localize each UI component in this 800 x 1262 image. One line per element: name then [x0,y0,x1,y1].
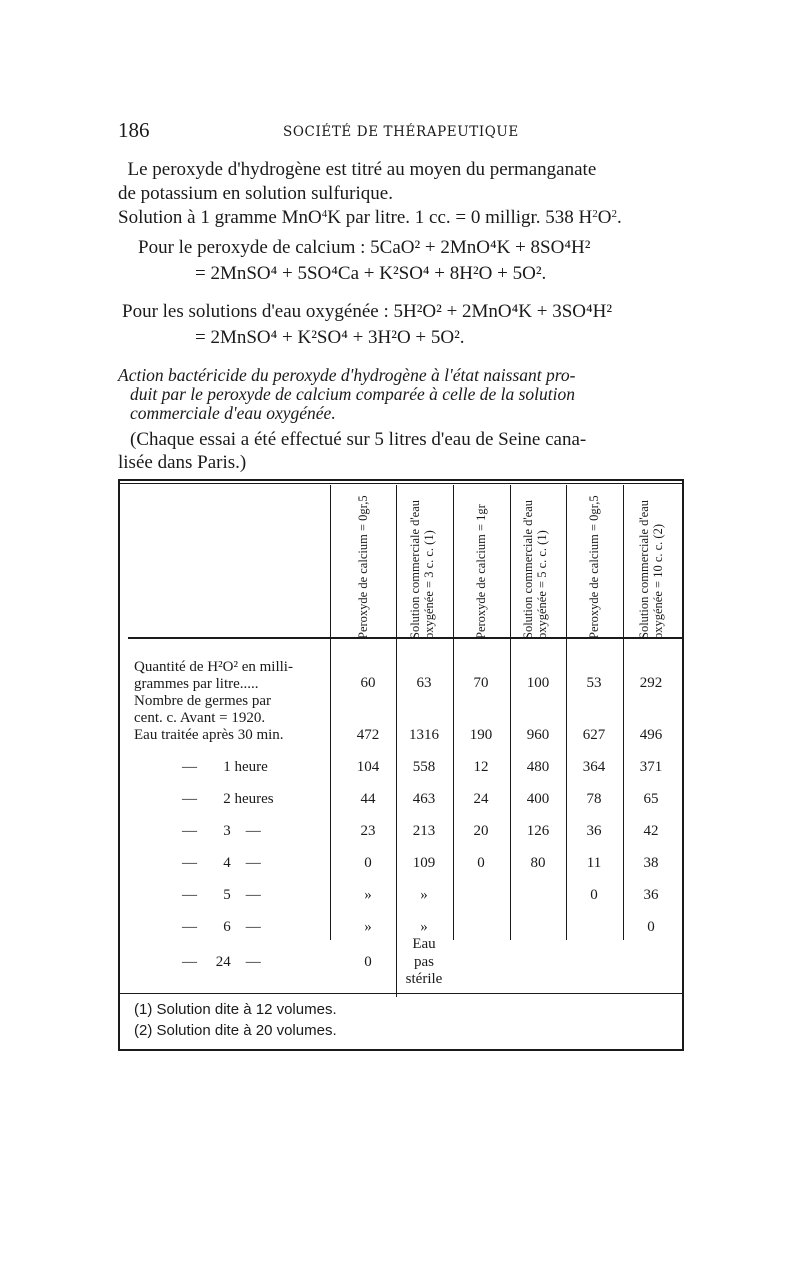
cell: 480 [526,759,550,775]
running-title: SOCIÉTÉ DE THÉRAPEUTIQUE [283,124,519,140]
row-label-24h: — 24 — [182,954,261,970]
cell: 104 [356,759,380,775]
cell: 78 [586,791,602,807]
cell: 126 [526,823,550,839]
row-label-germs-30min: Nombre de germes par cent. c. Avant = 1920. Eau traitée après 30 min. [134,693,284,743]
row-label-5h: — 5 — [182,887,261,903]
calcium-equation-line-2: = 2MnSO⁴ + 5SO⁴Ca + K²SO⁴ + 8H²O + 5O². [195,263,547,284]
cell: 213 [412,823,436,839]
cell: » [364,919,372,935]
row-label-2h: — 2 heures [182,791,274,807]
cell: 627 [582,727,606,743]
cell: 11 [586,855,602,871]
cell: 36 [643,887,659,903]
column-header-1: Peroxyde de calcium = 0gr,5 [356,495,370,639]
cell: 23 [360,823,376,839]
cell: 558 [412,759,436,775]
cell: » [364,887,372,903]
page-header [118,118,688,146]
cell: pas stérile [405,954,443,987]
cell: 12 [473,759,489,775]
cell: 36 [586,823,602,839]
cell: 53 [586,675,602,691]
row-label-1h: — 1 heure [182,759,268,775]
cell: 0 [477,855,485,871]
row-label-6h: — 6 — [182,919,261,935]
column-header-6: Solution commerciale d'eau oxygénée = 10 c. c. (2) [637,499,665,639]
cell: 0 [647,919,655,935]
cell: 100 [526,675,550,691]
intro-line-1: Le peroxyde d'hydrogène est titré au moyen du permanganate [127,159,597,180]
row-label-3h: — 3 — [182,823,261,839]
cell: » [420,887,428,903]
row-label-h2o2: Quantité de H²O² en milli- grammes par litre..... [134,659,293,692]
table-body-rule [120,993,682,994]
cell: 24 [473,791,489,807]
row-label-4h: — 4 — [182,855,261,871]
cell: 400 [526,791,550,807]
cell: 371 [639,759,663,775]
cell: 60 [360,675,376,691]
note-line-1: (Chaque essai a été effectué sur 5 litres d'eau de Seine cana- [130,429,587,450]
cell: 42 [643,823,659,839]
intro-line-2: de potassium en solution sulfurique. [118,183,393,204]
water-equation-line-2: = 2MnSO⁴ + K²SO⁴ + 3H²O + 5O². [195,327,465,348]
page-number: 186 [118,118,150,142]
cell: 960 [526,727,550,743]
water-equation-line-1: Pour les solutions d'eau oxygénée : 5H²O² + 2MnO⁴K + 3SO⁴H² [122,301,613,322]
cell: 292 [639,675,663,691]
caption-line-3: commerciale d'eau oxygénée. [130,403,336,423]
note-line-2: lisée dans Paris.) [118,452,247,473]
cell: 496 [639,727,663,743]
cell: 364 [582,759,606,775]
footnote-1: (1) Solution dite à 12 volumes. [134,1001,337,1018]
cell: 63 [416,675,432,691]
cell: 20 [473,823,489,839]
column-header-4: Solution commerciale d'eau oxygénée = 5 c. c. (1) [521,499,549,639]
cell: 38 [643,855,659,871]
cell: 80 [530,855,546,871]
cell: 70 [473,675,489,691]
cell: 463 [412,791,436,807]
header-rule [128,637,682,639]
caption-line-1: Action bactéricide du peroxyde d'hydrogène à l'état naissant pro- [118,365,576,385]
cell: 109 [412,855,436,871]
cell: 0 [364,855,372,871]
cell: » Eau [412,919,436,952]
cell: 190 [469,727,493,743]
cell: 44 [360,791,376,807]
column-header-5: Peroxyde de calcium = 0gr,5 [587,495,601,639]
cell: 1316 [409,727,439,743]
column-header-2: Solution commerciale d'eau oxygénée = 3 c. c. (1) [408,499,436,639]
cell: 0 [364,954,372,970]
column-header-3: Peroxyde de calcium = 1gr [474,504,488,639]
cell: 0 [590,887,598,903]
intro-line-3: Solution à 1 gramme MnO$^4$K par litre. 1 cc. = 0 milligr. 538 $H^2O^2$. [118,207,622,228]
footnote-2: (2) Solution dite à 20 volumes. [134,1022,337,1039]
cell: 65 [643,791,659,807]
cell: 472 [356,727,380,743]
caption-line-2: duit par le peroxyde de calcium comparée à celle de la solution [130,384,575,404]
calcium-equation-line-1: Pour le peroxyde de calcium : 5CaO² + 2MnO⁴K + 8SO⁴H² [138,237,591,258]
results-table [118,479,684,1051]
